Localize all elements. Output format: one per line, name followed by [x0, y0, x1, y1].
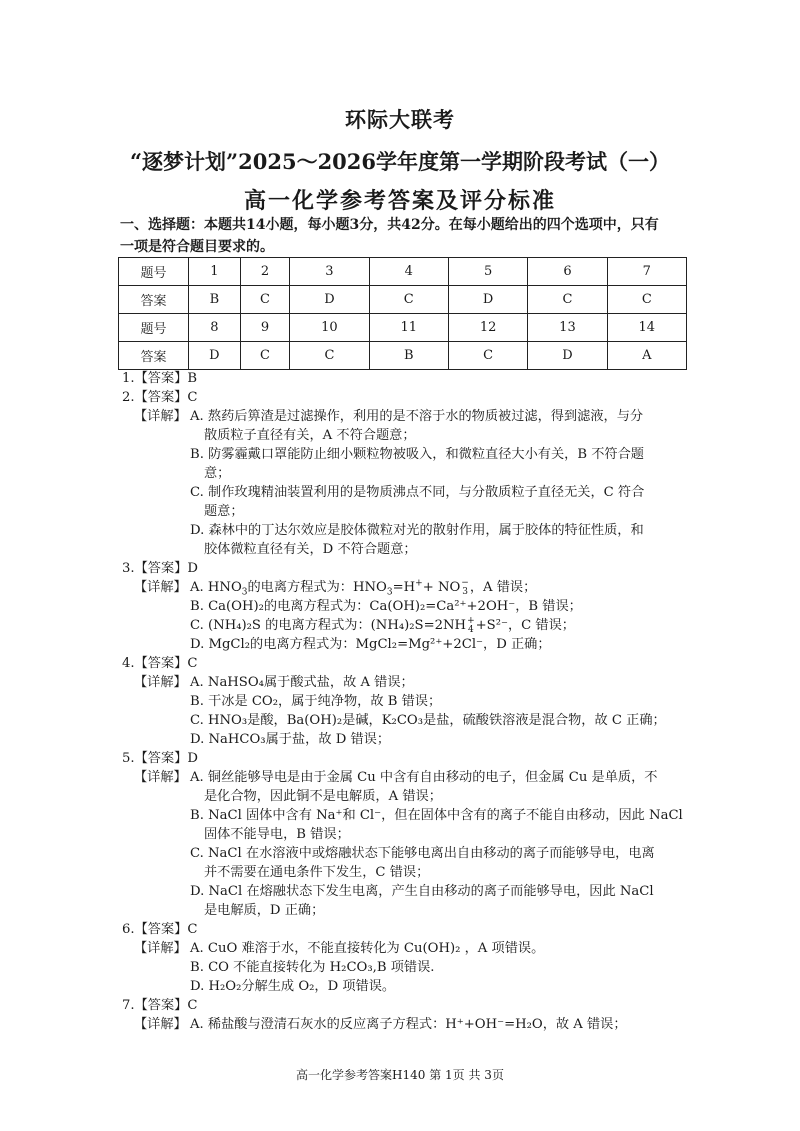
detail-line: B. Ca(OH)₂的电离方程式为：Ca(OH)₂=Ca²⁺+2OH⁻，B 错误；	[190, 599, 582, 614]
table-cell: 4	[369, 258, 448, 286]
table-cell: 2	[240, 258, 290, 286]
table-cell: C	[240, 286, 290, 314]
row-label: 答案	[119, 286, 189, 314]
detail-q2	[122, 407, 702, 559]
detail-line: 固体不能导电，B 错误；	[204, 827, 350, 842]
detail-line: 是电解质，D 正确；	[204, 903, 325, 918]
detail-line: A. CuO 难溶于水，不能直接转化为 Cu(OH)₂ ，A 项错误。	[190, 941, 545, 956]
table-cell: 11	[369, 314, 448, 342]
table-cell: 10	[290, 314, 369, 342]
table-cell: 12	[448, 314, 527, 342]
detail-line: C. HNO₃是酸，Ba(OH)₂是碱，K₂CO₃是盐，硫酸铁溶液是混合物，故 C 正确；	[190, 713, 666, 728]
detail-line: A. 熬药后箅渣是过滤操作，利用的是不溶于水的物质被过滤，得到滤液，与分	[190, 409, 644, 424]
detail-tag: 【详解】	[134, 409, 187, 424]
row-label: 题号	[119, 314, 189, 342]
table-row	[119, 342, 687, 370]
table-cell: D	[448, 286, 527, 314]
detail-line: 题意；	[204, 504, 244, 519]
nitrate-charge: − 3	[461, 577, 469, 597]
formula-text: 的电离方程式为：HNO	[247, 580, 387, 595]
detail-line: B. 干冰是 CO₂，属于纯净物，故 B 错误；	[190, 694, 442, 709]
table-cell: C	[240, 342, 290, 370]
table-cell: 9	[240, 314, 290, 342]
table-cell: 8	[189, 314, 241, 342]
table-cell: 13	[528, 314, 607, 342]
formula-text: + NO	[422, 580, 461, 595]
detail-line: C. NaCl 在水溶液中或熔融状态下能够电离出自由移动的离子而能够导电，电离	[190, 846, 655, 861]
formula-text: +S²⁻，C 错误；	[475, 618, 575, 633]
detail-line: 是化合物，因此铜不是电解质，A 错误；	[204, 789, 442, 804]
detail-line: 胶体微粒直径有关，D 不符合题意；	[204, 542, 417, 557]
table-cell: D	[290, 286, 369, 314]
detail-q5	[122, 768, 702, 920]
table-cell: C	[448, 342, 527, 370]
detail-tag: 【详解】	[134, 941, 187, 956]
table-cell: 14	[607, 314, 686, 342]
detail-q7	[122, 1015, 702, 1034]
answer-q5: 5.【答案】D	[122, 751, 198, 766]
page-footer: 高一化学参考答案H140 第 1页 共 3页	[296, 1068, 504, 1082]
table-cell: A	[607, 342, 686, 370]
answer-q1: 1.【答案】B	[122, 371, 198, 386]
detail-line: B. 防雾霾戴口罩能防止细小颗粒物被吸入，和微粒直径大小有关，B 不符合题	[190, 447, 644, 462]
table-cell: C	[528, 286, 607, 314]
detail-line: D. 森林中的丁达尔效应是胶体微粒对光的散射作用，属于胶体的特征性质，和	[190, 523, 644, 538]
table-row	[119, 258, 687, 286]
detail-line: B. CO 不能直接转化为 H₂CO₃,B 项错误.	[190, 960, 435, 975]
table-cell: 3	[290, 258, 369, 286]
row-label: 题号	[119, 258, 189, 286]
row-label: 答案	[119, 342, 189, 370]
answer-q7: 7.【答案】C	[122, 998, 198, 1013]
formula-text: C. (NH₄)₂S 的电离方程式为：(NH₄)₂S=2NH	[190, 618, 467, 633]
detail-q3	[122, 578, 702, 654]
subject-title: 高一化学参考答案及评分标准	[243, 188, 556, 214]
table-row	[119, 286, 687, 314]
answer-q4: 4.【答案】C	[122, 656, 198, 671]
answer-q3: 3.【答案】D	[122, 561, 198, 576]
detail-line: D. H₂O₂分解生成 O₂，D 项错误。	[190, 979, 396, 994]
table-cell: D	[189, 342, 241, 370]
table-cell: B	[369, 342, 448, 370]
table-cell: C	[369, 286, 448, 314]
table-cell: D	[528, 342, 607, 370]
answer-q2: 2.【答案】C	[122, 390, 198, 405]
answer-details	[122, 369, 702, 1034]
detail-q4	[122, 673, 702, 749]
detail-tag: 【详解】	[134, 580, 187, 595]
answer-table	[118, 257, 687, 370]
table-cell: C	[607, 286, 686, 314]
detail-line	[190, 616, 702, 635]
detail-line: A. 铜丝能够导电是由于金属 Cu 中含有自由移动的电子，但金属 Cu 是单质，不	[190, 770, 658, 785]
ammonium-charge: + 4	[467, 615, 475, 635]
detail-line: 并不需要在通电条件下发生，C 错误；	[204, 865, 430, 880]
table-cell: 7	[607, 258, 686, 286]
formula-text: A. HNO	[190, 580, 242, 595]
detail-q6	[122, 939, 702, 996]
table-cell: B	[189, 286, 241, 314]
section-intro-line1: 一、选择题：本题共14小题，每小题3分，共42分。在每小题给出的四个选项中，只有	[120, 217, 659, 233]
formula-text: ，A 错误；	[469, 580, 537, 595]
detail-tag: 【详解】	[134, 675, 187, 690]
detail-tag: 【详解】	[134, 770, 187, 785]
table-cell: 6	[528, 258, 607, 286]
table-cell: 1	[189, 258, 241, 286]
table-row	[119, 314, 687, 342]
detail-line: D. NaCl 在熔融状态下发生电离，产生自由移动的离子而能够导电，因此 NaCl	[190, 884, 654, 899]
detail-line: D. NaHCO₃属于盐，故 D 错误；	[190, 732, 391, 747]
detail-line: A. NaHSO₄属于酸式盐，故 A 错误；	[190, 675, 414, 690]
detail-line: C. 制作玫瑰精油装置利用的是物质沸点不同，与分散质粒子直径无关，C 符合	[190, 485, 645, 500]
section-instructions	[120, 214, 688, 258]
detail-line: 意；	[204, 466, 231, 481]
exam-title: “逐梦计划”2025～2026学年度第一学期阶段考试（一）	[129, 149, 671, 174]
table-cell: 5	[448, 258, 527, 286]
detail-line: A. 稀盐酸与澄清石灰水的反应离子方程式：H⁺+OH⁻=H₂O，故 A 错误；	[190, 1017, 627, 1032]
section-intro-line2: 一项是符合题目要求的。	[120, 239, 274, 255]
detail-line: D. MgCl₂的电离方程式为：MgCl₂=Mg²⁺+2Cl⁻，D 正确；	[190, 637, 551, 652]
answer-q6: 6.【答案】C	[122, 922, 198, 937]
detail-line: 散质粒子直径有关，A 不符合题意；	[204, 428, 416, 443]
detail-tag: 【详解】	[134, 1017, 187, 1032]
formula-text: =H	[392, 580, 416, 595]
table-cell: C	[290, 342, 369, 370]
detail-line: A. $HNO_3$的电离方程式为：$HNO_3=H^++ NO-$ 3 ，A 错误；	[190, 577, 537, 598]
detail-line: B. NaCl 固体中含有 Na⁺和 Cl⁻，但在固体中含有的离子不能自由移动，因此 NaCl	[190, 808, 683, 823]
org-title: 环际大联考	[345, 107, 455, 132]
